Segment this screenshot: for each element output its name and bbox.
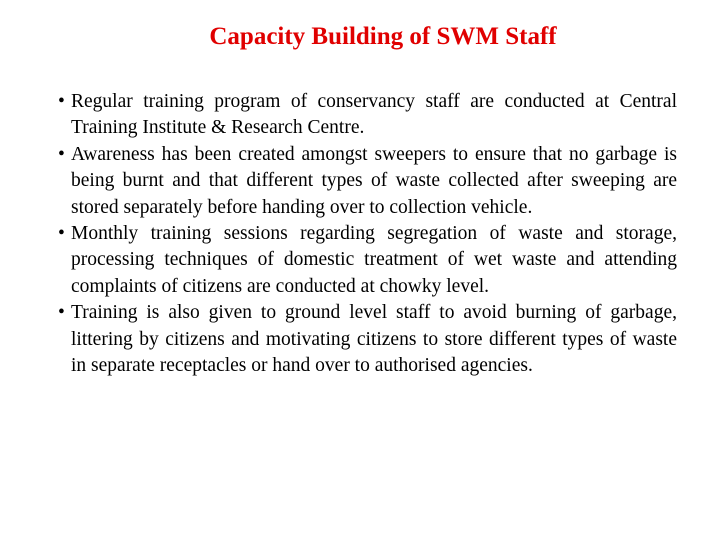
slide-title: Capacity Building of SWM Staff <box>209 23 557 50</box>
bullet-text: Regular training program of conservancy staff are conducted at Central Training Institute & Research Centre. <box>71 91 677 139</box>
bullet-item-2 <box>56 142 677 221</box>
bullet-text: Training is also given to ground level staff to avoid burning of garbage, littering by citizens and motivating citizens to store different types of waste in separate receptacles or hand over to authorised agencies. <box>71 302 677 377</box>
bullet-dot-icon: • <box>58 91 65 112</box>
bullet-item-3 <box>56 221 677 300</box>
bullet-dot-icon: • <box>58 223 65 245</box>
bullet-dot-icon: • <box>58 302 65 324</box>
bullet-item-4 <box>56 300 677 379</box>
bullet-list <box>56 89 677 379</box>
bullet-dot-icon: • <box>58 143 65 165</box>
bullet-text: Awareness has been created amongst sweepers to ensure that no garbage is being burnt and that different types of waste collected after sweeping are stored separately before handing over to collection vehicle. <box>71 143 677 218</box>
bullet-item-1 <box>56 89 677 142</box>
bullet-text: Monthly training sessions regarding segregation of waste and storage, processing techniques of domestic treatment of wet waste and attending complaints of citizens are conducted at chowky level. <box>71 223 677 297</box>
